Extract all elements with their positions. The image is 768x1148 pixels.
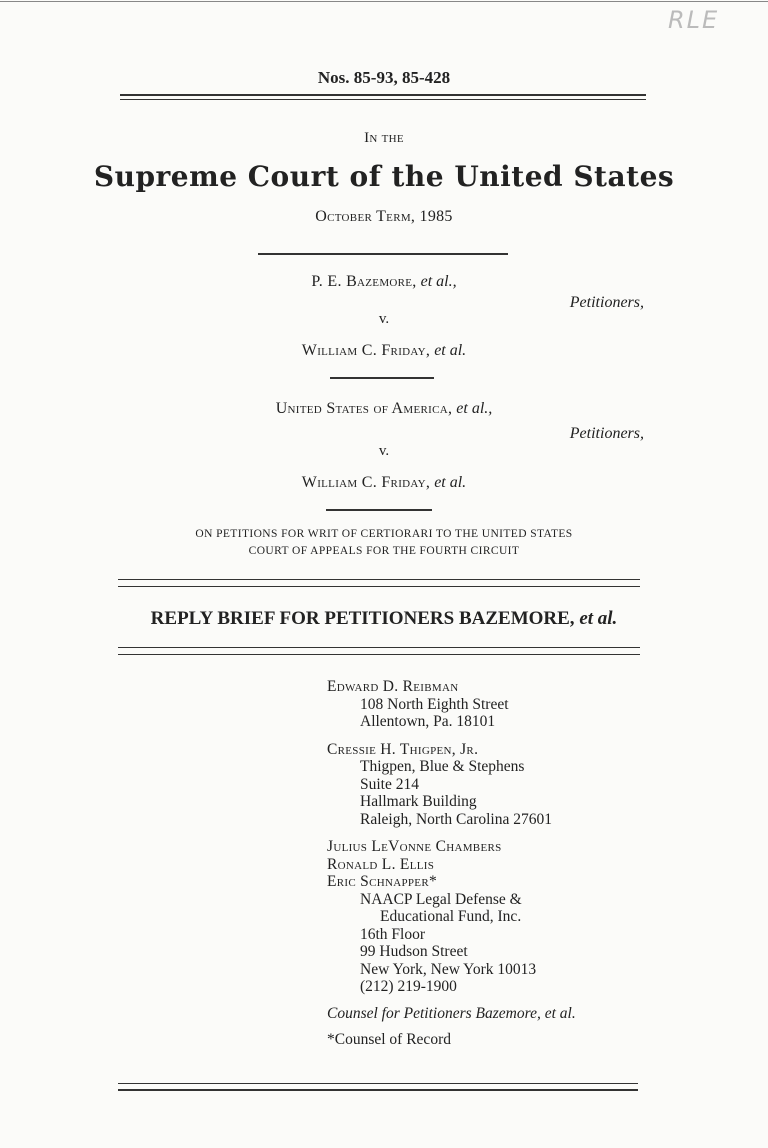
counsel-name: Julius LeVonne Chambers <box>327 838 502 855</box>
footer-rule-a <box>118 1083 638 1084</box>
case1-respondent-line <box>0 342 768 360</box>
counsel-for: Counsel for Petitioners Bazemore, et al. <box>327 1004 576 1022</box>
brief-title-etal: et al. <box>579 608 618 629</box>
counsel-name: Ronald L. Ellis <box>327 855 435 873</box>
divider-3 <box>326 509 432 511</box>
case1-respondent: William C. Friday, <box>301 342 431 359</box>
counsel-group <box>327 838 576 996</box>
case2-respondent-line <box>0 474 768 492</box>
counsel-address-line: Hallmark Building <box>360 793 477 810</box>
petition-line-1: ON PETITIONS FOR WRIT OF CERTIORARI TO THE UNITED STATES <box>195 528 573 540</box>
counsel-of-record: *Counsel of Record <box>327 1031 451 1048</box>
case2-role: Petitioners, <box>569 425 644 442</box>
counsel-address-line: Allentown, Pa. 18101 <box>360 713 496 730</box>
court-term: October Term, 1985 <box>315 208 453 225</box>
case2-respondent: William C. Friday, <box>301 474 431 491</box>
counsel-entry <box>327 741 576 829</box>
case1-role: Petitioners, <box>569 294 644 311</box>
counsel-entry <box>327 678 576 731</box>
case1-party-etal: et al., <box>420 273 457 290</box>
counsel-name: Cressie H. Thigpen, Jr. <box>327 740 479 758</box>
case2-party-line <box>0 400 768 418</box>
header-rule-bottom <box>120 99 646 100</box>
case2-party-etal: et al., <box>456 400 493 417</box>
title-rule-bottom-b <box>118 654 640 655</box>
title-rule-top-a <box>118 579 640 580</box>
counsel-block <box>327 678 576 1049</box>
counsel-address-line: 108 North Eighth Street <box>360 695 509 713</box>
case1-respondent-etal: et al. <box>434 342 467 359</box>
handwritten-annotation: RLE <box>668 6 720 34</box>
divider-1 <box>258 253 508 255</box>
brief-title <box>0 608 768 630</box>
divider-2 <box>330 377 434 379</box>
counsel-address-line: (212) 219-1900 <box>360 978 457 995</box>
counsel-address-line: 99 Hudson Street <box>360 943 468 960</box>
footer-rule-b <box>118 1089 638 1091</box>
counsel-name: Edward D. Reibman <box>327 678 459 695</box>
case1-versus: v. <box>378 311 390 327</box>
case2-versus: v. <box>378 443 390 459</box>
counsel-address-line: 16th Floor <box>360 925 426 943</box>
counsel-org-line: NAACP Legal Defense & <box>360 890 522 908</box>
counsel-org-line: Educational Fund, Inc. <box>380 908 522 925</box>
case1-party: P. E. Bazemore, <box>311 273 417 290</box>
court-prefix: In the <box>364 130 404 146</box>
docket-number: Nos. 85-93, 85-428 <box>317 68 451 87</box>
counsel-name: Eric Schnapper* <box>327 873 438 890</box>
header-rule-top <box>120 94 646 96</box>
case2-party: United States of America, <box>275 400 453 417</box>
counsel-address-line: Suite 214 <box>360 775 419 793</box>
court-name: Supreme Court of the United States <box>93 160 675 193</box>
title-rule-top-b <box>118 586 640 587</box>
case1-party-line <box>0 273 768 291</box>
petition-line-2: COURT OF APPEALS FOR THE FOURTH CIRCUIT <box>248 545 520 557</box>
top-edge-line <box>0 1 768 2</box>
counsel-address-line: Thigpen, Blue & Stephens <box>360 758 525 775</box>
case2-respondent-etal: et al. <box>434 474 467 491</box>
counsel-address-line: Raleigh, North Carolina 27601 <box>360 810 552 828</box>
brief-title-main: REPLY BRIEF FOR PETITIONERS BAZEMORE, <box>150 608 575 629</box>
counsel-address-line: New York, New York 10013 <box>360 960 537 978</box>
title-rule-bottom-a <box>118 647 640 648</box>
